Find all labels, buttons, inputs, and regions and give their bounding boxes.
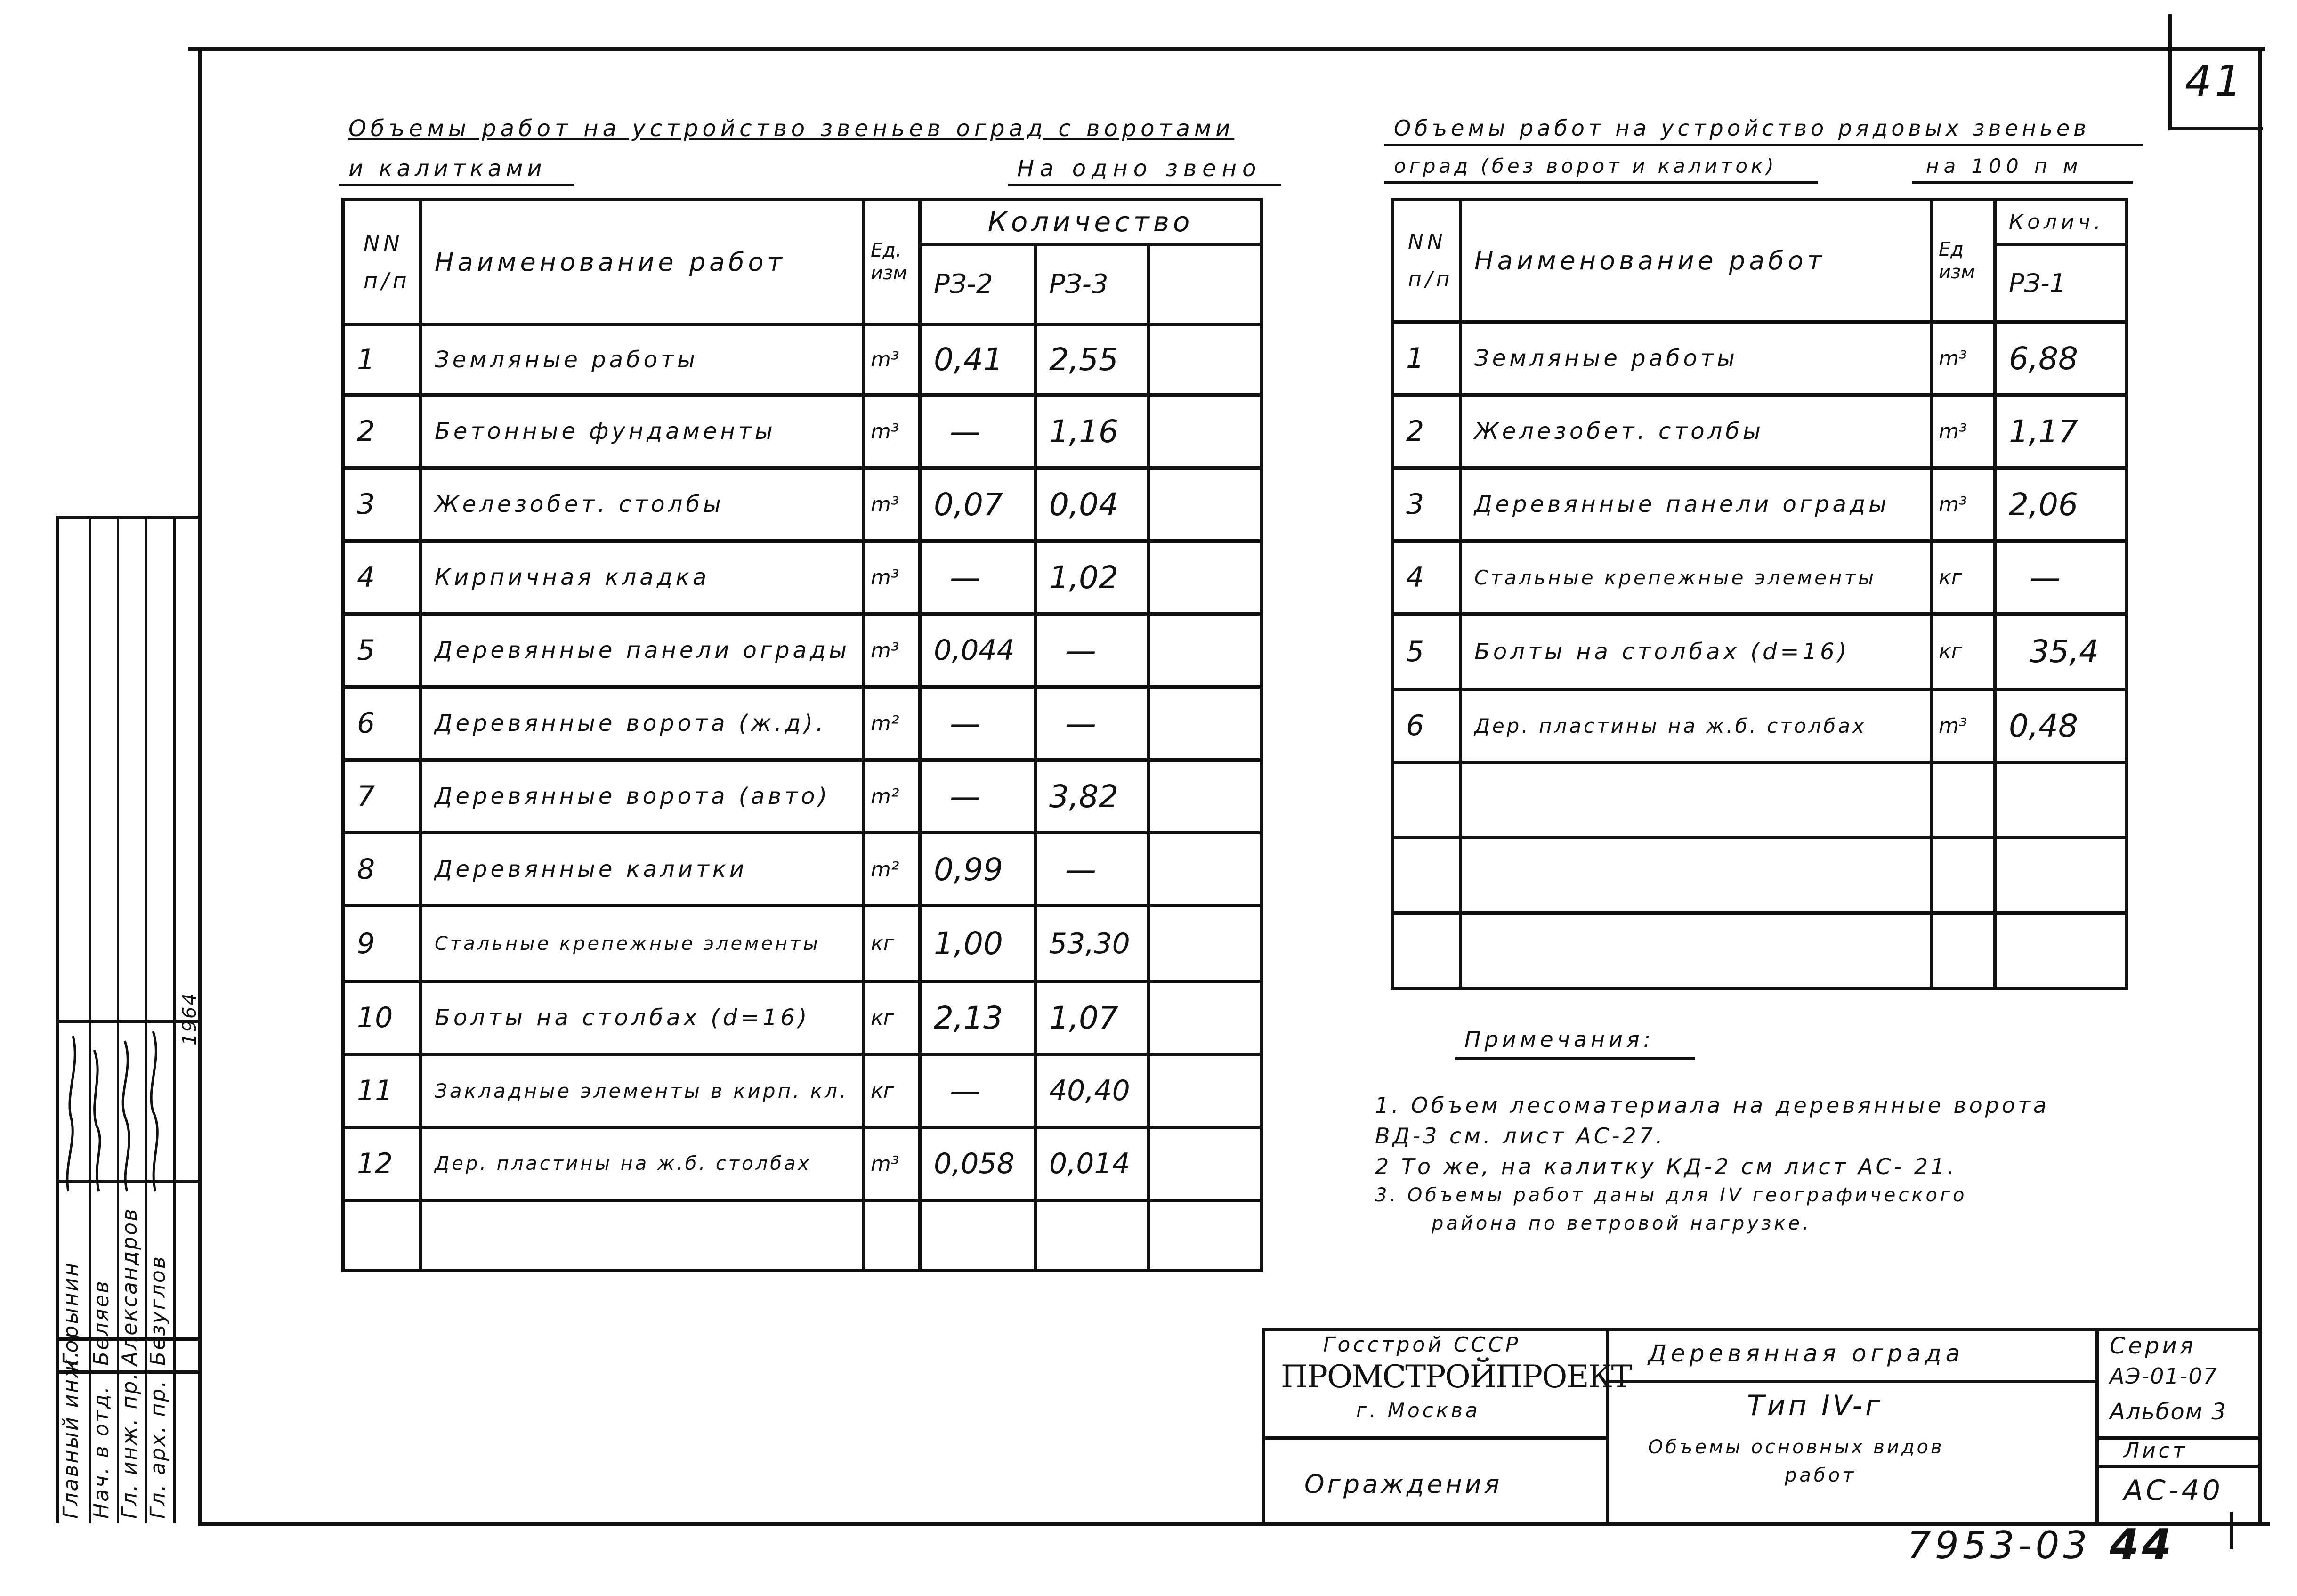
right-header-name: Наименование работ: [1461, 200, 1932, 322]
right-header-col1: РЗ-1: [1995, 244, 2127, 322]
left-row-qty-rz2: —: [920, 687, 1035, 760]
left-row-empty: [1148, 833, 1262, 906]
left-header-col2: РЗ-3: [1035, 244, 1148, 324]
right-row-blank: [1392, 762, 1461, 838]
left-row-blank: [343, 1200, 421, 1271]
frame-right: [2258, 47, 2262, 1526]
side-stamp-role: Гл. инж. пр.: [118, 1371, 142, 1519]
left-row-empty: [1148, 324, 1262, 395]
left-row-name: Деревянные панели ограды: [421, 614, 864, 687]
side-stamp-role: Главный инж.: [59, 1350, 83, 1519]
footer-page: 44: [2110, 1520, 2175, 1570]
left-row-name: Деревянные ворота (ж.д).: [421, 687, 864, 760]
note-line: 3. Объемы работ даны для IV географического: [1375, 1184, 1967, 1206]
left-header-unit: Ед. изм: [864, 200, 920, 324]
left-row-empty: [1148, 541, 1262, 614]
left-row-unit: m³: [864, 395, 920, 468]
left-row-empty: [1148, 1054, 1262, 1127]
left-header-qty: Количество: [920, 200, 1262, 244]
left-row-num: 7: [343, 760, 421, 833]
left-row-blank: [1035, 1200, 1148, 1271]
left-row-qty-rz3: 2,55: [1035, 324, 1148, 395]
left-row-name: Железобет. столбы: [421, 468, 864, 541]
footer-tick: [2230, 1512, 2233, 1549]
right-row-name: Стальные крепежные элементы: [1461, 541, 1932, 614]
right-row-qty-rz1: 0,48: [1995, 689, 2127, 762]
right-row-unit: m³: [1932, 689, 1995, 762]
right-row-qty-rz1: 2,06: [1995, 468, 2127, 541]
left-row-qty-rz2: —: [920, 760, 1035, 833]
left-row-name: Болты на столбах (d=16): [421, 981, 864, 1054]
left-row-qty-rz2: 0,058: [920, 1127, 1035, 1200]
left-row-empty: [1148, 981, 1262, 1054]
left-row-name: Закладные элементы в кирп. кл.: [421, 1054, 864, 1127]
left-row-empty: [1148, 395, 1262, 468]
right-row-unit: кг: [1932, 614, 1995, 689]
right-row-num: 6: [1392, 689, 1461, 762]
left-title-right: На одно звено: [1017, 155, 1262, 182]
right-row-blank: [1392, 913, 1461, 988]
left-row-qty-rz3: —: [1035, 614, 1148, 687]
right-row-blank: [1932, 838, 1995, 913]
stamp-series-value: АЭ-01-07: [2110, 1363, 2218, 1389]
right-row-name: Земляные работы: [1461, 322, 1932, 395]
left-row-num: 4: [343, 541, 421, 614]
frame-top: [188, 47, 2265, 51]
left-row-qty-rz2: —: [920, 395, 1035, 468]
left-row-blank: [1148, 1200, 1262, 1271]
footer-code: 7953-03: [1907, 1523, 2091, 1567]
left-row-empty: [1148, 1127, 1262, 1200]
left-row-name: Бетонные фундаменты: [421, 395, 864, 468]
left-row-blank: [864, 1200, 920, 1271]
right-work-table: [1391, 198, 2128, 990]
right-title-line2-underline: [1384, 181, 1818, 184]
notes-title-underline: [1455, 1057, 1695, 1060]
right-title-right: на 100 п м: [1926, 154, 2083, 178]
left-row-qty-rz3: 0,04: [1035, 468, 1148, 541]
left-row-num: 2: [343, 395, 421, 468]
right-row-unit: m³: [1932, 322, 1995, 395]
note-line: района по ветровой нагрузке.: [1432, 1213, 1812, 1234]
left-row-name: Деревянные ворота (авто): [421, 760, 864, 833]
stamp-sheet-value: АС-40: [2124, 1474, 2223, 1507]
left-row-num: 11: [343, 1054, 421, 1127]
left-row-qty-rz2: —: [920, 541, 1035, 614]
stamp-desc1: Объемы основных видов: [1648, 1436, 1944, 1458]
stamp-sheet-label: Лист: [2124, 1439, 2188, 1463]
side-stamp-name: Горынин: [59, 1261, 83, 1366]
side-stamp-name: Безуглов: [146, 1255, 170, 1366]
notes-title: Примечания:: [1464, 1027, 1655, 1052]
left-header-empty: [1148, 244, 1262, 324]
left-row-unit: m²: [864, 687, 920, 760]
stamp-org3: г. Москва: [1356, 1399, 1480, 1422]
stamp-series-label: Серия: [2110, 1333, 2196, 1359]
left-row-unit: m³: [864, 541, 920, 614]
left-row-qty-rz2: 1,00: [920, 906, 1035, 981]
right-title-line1-underline: [1384, 144, 2143, 146]
note-line: 2 То же, на калитку КД-2 см лист АС- 21.: [1375, 1154, 1957, 1179]
left-row-blank: [920, 1200, 1035, 1271]
right-row-name: Железобет. столбы: [1461, 395, 1932, 468]
stamp-subject: Деревянная ограда: [1648, 1340, 1965, 1367]
left-title-line2: и калитками: [348, 155, 546, 182]
side-stamp-year: 1964: [179, 992, 201, 1045]
right-row-blank: [1995, 762, 2127, 838]
left-work-table: [341, 198, 1263, 1272]
left-row-blank: [421, 1200, 864, 1271]
right-row-unit: кг: [1932, 541, 1995, 614]
left-header-num: NN п/п: [343, 200, 421, 324]
sheet-number-box-left: [2168, 14, 2172, 130]
left-row-num: 5: [343, 614, 421, 687]
left-row-name: Дер. пластины на ж.б. столбах: [421, 1127, 864, 1200]
right-row-blank: [1932, 762, 1995, 838]
left-row-empty: [1148, 614, 1262, 687]
right-row-num: 4: [1392, 541, 1461, 614]
left-row-qty-rz3: —: [1035, 687, 1148, 760]
left-row-num: 6: [343, 687, 421, 760]
left-row-empty: [1148, 760, 1262, 833]
title-block: [1262, 1328, 2260, 1526]
left-row-unit: m³: [864, 1127, 920, 1200]
left-row-empty: [1148, 687, 1262, 760]
left-row-qty-rz2: 0,07: [920, 468, 1035, 541]
right-header-num: NN п/п: [1392, 200, 1461, 322]
left-row-num: 1: [343, 324, 421, 395]
left-row-unit: m²: [864, 833, 920, 906]
right-row-name: Дер. пластины на ж.б. столбах: [1461, 689, 1932, 762]
right-row-num: 3: [1392, 468, 1461, 541]
right-title-line2: оград (без ворот и калиток): [1394, 154, 1777, 178]
left-row-empty: [1148, 468, 1262, 541]
right-row-blank: [1995, 838, 2127, 913]
right-row-blank: [1461, 838, 1932, 913]
right-row-blank: [1461, 913, 1932, 988]
side-stamp-role: Нач. в отд.: [89, 1385, 113, 1519]
left-row-qty-rz3: —: [1035, 833, 1148, 906]
right-row-name: Деревянные панели ограды: [1461, 468, 1932, 541]
left-row-qty-rz3: 53,30: [1035, 906, 1148, 981]
right-row-num: 5: [1392, 614, 1461, 689]
right-row-blank: [1461, 762, 1932, 838]
stamp-desc2: работ: [1785, 1465, 1857, 1486]
right-row-name: Болты на столбах (d=16): [1461, 614, 1932, 689]
right-row-blank: [1995, 913, 2127, 988]
left-row-qty-rz3: 1,02: [1035, 541, 1148, 614]
right-row-qty-rz1: 35,4: [1995, 614, 2127, 689]
left-row-unit: m³: [864, 614, 920, 687]
left-row-empty: [1148, 906, 1262, 981]
side-stamp-signatures: [59, 1022, 177, 1201]
side-stamp-name: Беляев: [89, 1280, 113, 1366]
right-row-unit: m³: [1932, 395, 1995, 468]
side-stamp-name: Александров: [118, 1207, 142, 1366]
sheet-number-box-bottom: [2168, 127, 2263, 130]
left-row-qty-rz2: 0,41: [920, 324, 1035, 395]
sheet-number: 41: [2185, 57, 2245, 106]
left-row-unit: кг: [864, 1054, 920, 1127]
right-row-blank: [1932, 913, 1995, 988]
left-header-name: Наименование работ: [421, 200, 864, 324]
left-row-qty-rz2: —: [920, 1054, 1035, 1127]
left-row-num: 9: [343, 906, 421, 981]
right-row-blank: [1392, 838, 1461, 913]
left-row-qty-rz3: 1,07: [1035, 981, 1148, 1054]
side-stamp-role: Гл. арх. пр.: [146, 1379, 170, 1519]
right-row-unit: m³: [1932, 468, 1995, 541]
left-row-name: Стальные крепежные элементы: [421, 906, 864, 981]
left-row-num: 12: [343, 1127, 421, 1200]
left-row-unit: m²: [864, 760, 920, 833]
left-row-num: 3: [343, 468, 421, 541]
right-title-right-underline: [1912, 181, 2133, 184]
left-row-unit: кг: [864, 981, 920, 1054]
stamp-section: Ограждения: [1304, 1469, 1503, 1499]
stamp-org1: Госстрой СССР: [1323, 1333, 1521, 1357]
right-header-qty: Колич.: [1995, 200, 2127, 244]
left-row-qty-rz3: 40,40: [1035, 1054, 1148, 1127]
left-row-qty-rz2: 0,044: [920, 614, 1035, 687]
left-row-num: 8: [343, 833, 421, 906]
right-row-num: 2: [1392, 395, 1461, 468]
left-row-num: 10: [343, 981, 421, 1054]
left-title-line1: Объемы работ на устройство звеньев оград с воротами: [348, 115, 1235, 142]
right-row-qty-rz1: 6,88: [1995, 322, 2127, 395]
left-row-name: Кирпичная кладка: [421, 541, 864, 614]
left-row-qty-rz3: 3,82: [1035, 760, 1148, 833]
right-row-qty-rz1: 1,17: [1995, 395, 2127, 468]
left-row-qty-rz2: 0,99: [920, 833, 1035, 906]
note-line: 1. Объем лесоматериала на деревянные ворота: [1375, 1093, 2050, 1118]
left-row-unit: m³: [864, 324, 920, 395]
left-title-right-underline: [1008, 184, 1281, 186]
right-row-num: 1: [1392, 322, 1461, 395]
right-header-unit: Ед изм: [1932, 200, 1995, 322]
left-row-name: Деревянные калитки: [421, 833, 864, 906]
left-row-qty-rz3: 1,16: [1035, 395, 1148, 468]
left-row-unit: m³: [864, 468, 920, 541]
right-title-line1: Объемы работ на устройство рядовых звеньев: [1394, 115, 2090, 141]
stamp-org2: ПРОМСТРОЙПРОЕКТ: [1281, 1359, 1631, 1395]
note-line: ВД-3 см. лист АС-27.: [1375, 1123, 1666, 1149]
left-row-qty-rz3: 0,014: [1035, 1127, 1148, 1200]
left-header-col1: РЗ-2: [920, 244, 1035, 324]
stamp-album: Альбом 3: [2110, 1399, 2227, 1425]
stamp-type: Тип IV-г: [1747, 1389, 1883, 1422]
left-row-qty-rz2: 2,13: [920, 981, 1035, 1054]
left-row-name: Земляные работы: [421, 324, 864, 395]
left-row-unit: кг: [864, 906, 920, 981]
left-title-line2-underline: [339, 184, 574, 186]
right-row-qty-rz1: —: [1995, 541, 2127, 614]
